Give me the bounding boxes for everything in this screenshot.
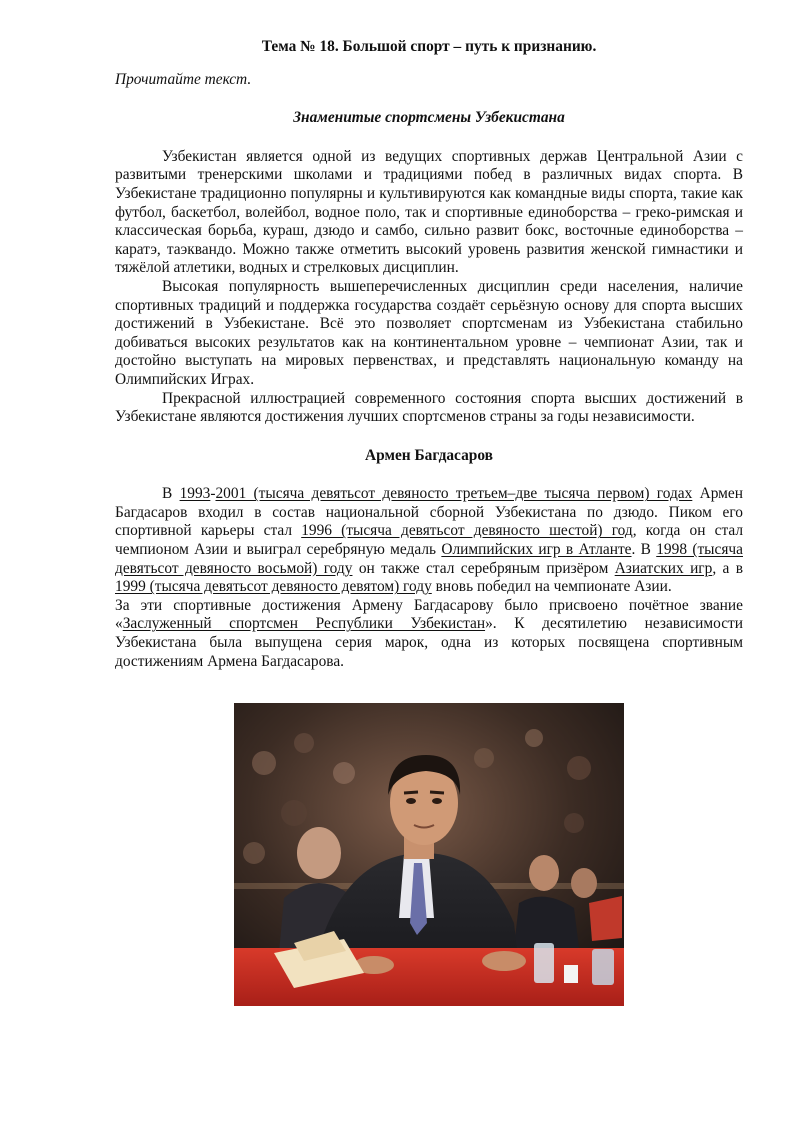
athlete-heading: Армен Багдасаров [365,446,493,464]
bio-paragraph [115,485,743,597]
intro-paragraph-2: Высокая популярность вышеперечисленных дисциплин среди населения, наличие спортивных традиций и поддержка государства создаёт серьёзную основу для спорта высших достижений в Узбекистане. Всё это позволяет спортсменам из Узбекистана стабильно добиваться высоких результатов как на континентальном уровне – чемпионат Азии, так и достойно выступать на мировых первенствах, и представлять национальную команду на Олимпийских Играх. [115,277,743,388]
award-text: ». К десятилетию независимости Узбекистана была выпущена серия марок, одна из которых посвящена спортивным достижениям Армена Багдасарова. [115,615,743,670]
award-text: За эти спортивные достижения Армену Багдасарову было присвоено почётное звание « [115,596,743,633]
bio-text: он также стал серебряным призёром [352,559,615,577]
page-title: Тема № 18. Большой спорт – путь к признанию. [261,38,597,55]
link-asian-games[interactable]: Азиатских игр [614,559,713,577]
link-1996-year[interactable]: 1996 (тысяча девятьсот девяносто шестой) год [301,522,633,540]
link-2001-years[interactable]: 2001 (тысяча девятьсот девяносто третьем–две тысяча первом) годах [215,485,693,503]
bio-text: В [162,485,180,503]
bio-text: , а в [712,559,744,577]
section-subtitle: Знаменитые спортсмены Узбекистана [293,109,565,127]
bio-text: вновь победил на чемпионате Азии. [431,578,672,596]
link-1999-year[interactable]: 1999 (тысяча девятьсот девяносто девятом) году [115,578,432,596]
bio-text: . В [631,541,657,559]
link-atlanta-olympics[interactable]: Олимпийских игр в Атланте [441,541,632,559]
instruction: Прочитайте текст. [115,70,252,88]
bio-text: , когда он стал чемпионом Азии и выиграл серебряную медаль [115,522,744,559]
bio-text: - [210,485,216,503]
bio-text: Армен Багдасаров входил в состав национальной сборной Узбекистана по дзюдо. Пиком его спортивной карьеры стал [115,485,743,540]
athlete-photo [234,703,624,1006]
link-1998-year[interactable]: 1998 (тысяча девятьсот девяносто восьмой) году [115,541,743,577]
intro-paragraph-3: Прекрасной иллюстрацией современного состояния спорта высших достижений в Узбекистане являются достижения лучших спортсменов страны за годы независимости. [115,389,743,426]
document-page [115,38,743,671]
link-honored-sportsman[interactable]: Заслуженный спортсмен Республики Узбекистан [122,615,486,633]
intro-paragraph-1: Узбекистан является одной из ведущих спортивных держав Центральной Азии с развитыми тренерскими школами и традициями побед в различных видах спорта. В Узбекистане традиционно популярны и культивируются как командные виды спорта, такие как футбол, баскетбол, волейбол, водное поло, так и спортивные единоборства – греко-римская и классическая борьба, кураш, дзюдо и самбо, сильно развит бокс, восточные единоборства – каратэ, таэквандо. Можно также отметить высокий уровень развития женской гимнастики и тяжёлой атлетики, водных и стрелковых дисциплин. [115,147,743,277]
award-paragraph [115,597,743,671]
link-1993[interactable]: 1993 [179,485,211,503]
